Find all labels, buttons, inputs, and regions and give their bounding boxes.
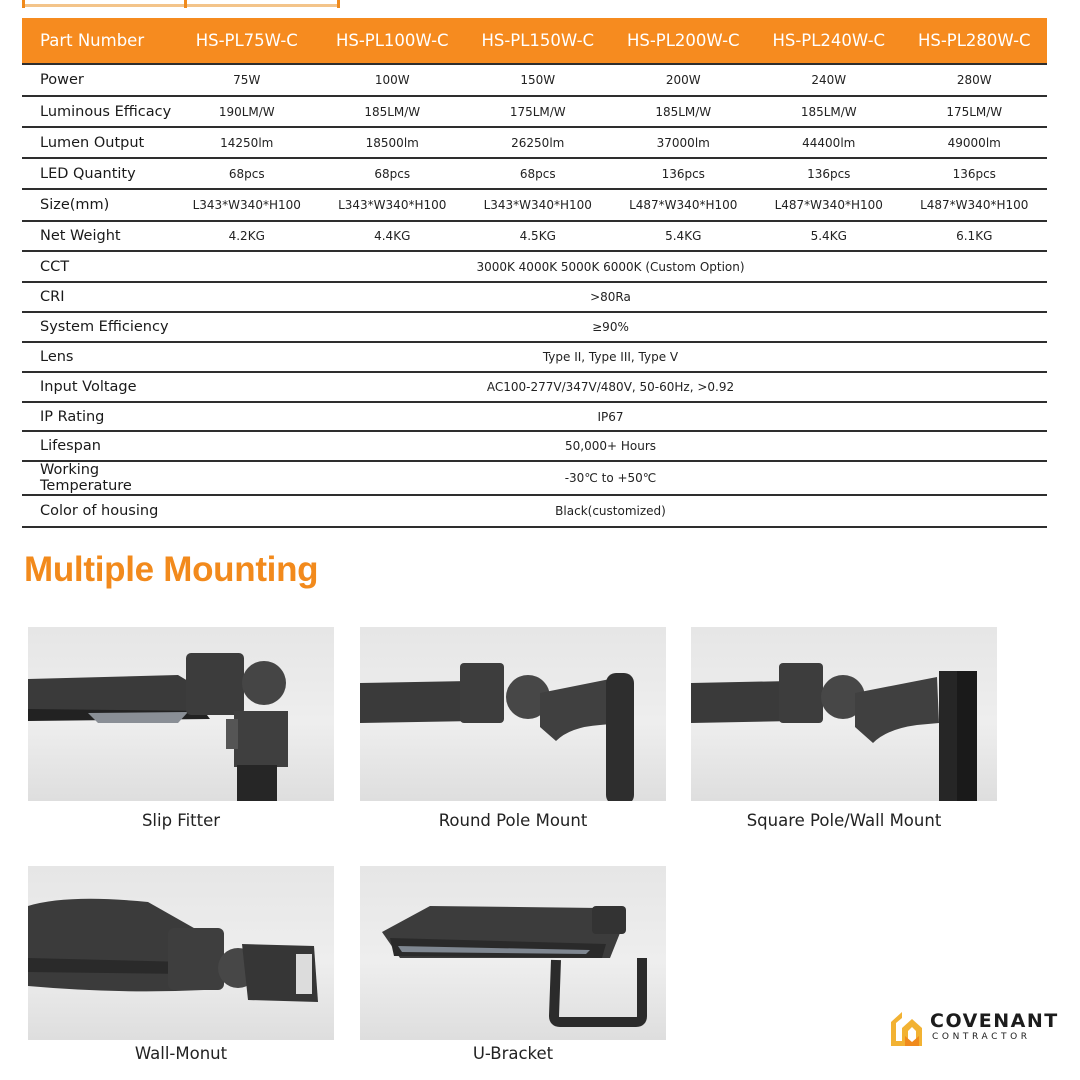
table-row (22, 342, 1047, 372)
caption-square-pole-wall-mount: Square Pole/Wall Mount (746, 811, 942, 830)
table-cell-merged: Black(customized) (174, 495, 1047, 527)
table-cell: L343*W340*H100 (465, 189, 611, 221)
table-cell: 37000lm (611, 127, 757, 158)
table-cell: 136pcs (902, 158, 1048, 189)
table-cell: 14250lm (174, 127, 320, 158)
table-row (22, 158, 1047, 189)
table-cell-merged: -30℃ to +50℃ (174, 461, 1047, 495)
row-label: Working Temperature (22, 461, 174, 495)
table-cell: 100W (320, 64, 466, 96)
section-title: Multiple Mounting (24, 550, 319, 589)
table-cell-merged: >80Ra (174, 282, 1047, 312)
table-cell-merged: Type II, Type III, Type V (174, 342, 1047, 372)
table-cell: 49000lm (902, 127, 1048, 158)
header-cell: HS-PL75W-C (174, 18, 320, 64)
table-row (22, 189, 1047, 221)
table-cell: 175LM/W (902, 96, 1048, 127)
table-cell: L487*W340*H100 (611, 189, 757, 221)
row-label: Size(mm) (22, 189, 174, 221)
row-label: Power (22, 64, 174, 96)
row-label: Luminous Efficacy (22, 96, 174, 127)
company-logo (888, 1006, 1060, 1048)
table-row (22, 372, 1047, 402)
caption-wall-mount: Wall-Monut (134, 1044, 228, 1063)
spec-table (22, 18, 1047, 528)
table-cell-merged: 50,000+ Hours (174, 431, 1047, 461)
table-cell: 18500lm (320, 127, 466, 158)
header-cell: HS-PL150W-C (465, 18, 611, 64)
cropped-title-underline (22, 0, 340, 12)
table-cell: 136pcs (756, 158, 902, 189)
header-cell: HS-PL200W-C (611, 18, 757, 64)
table-cell: L487*W340*H100 (756, 189, 902, 221)
table-cell: 136pcs (611, 158, 757, 189)
table-row (22, 431, 1047, 461)
table-cell: L487*W340*H100 (902, 189, 1048, 221)
table-cell: 4.2KG (174, 221, 320, 251)
row-label: Lumen Output (22, 127, 174, 158)
table-cell: L343*W340*H100 (320, 189, 466, 221)
table-cell: 190LM/W (174, 96, 320, 127)
table-cell: L343*W340*H100 (174, 189, 320, 221)
table-row (22, 402, 1047, 431)
table-cell: 6.1KG (902, 221, 1048, 251)
header-cell: HS-PL240W-C (756, 18, 902, 64)
row-label: Lifespan (22, 431, 174, 461)
table-cell: 280W (902, 64, 1048, 96)
table-row (22, 312, 1047, 342)
table-cell: 175LM/W (465, 96, 611, 127)
slip-fitter-photo (28, 627, 334, 801)
u-bracket-photo (360, 866, 666, 1040)
round-pole-mount-photo (360, 627, 666, 801)
table-cell-merged: AC100-277V/347V/480V, 50-60Hz, >0.92 (174, 372, 1047, 402)
wall-mount-photo (28, 866, 334, 1040)
table-cell: 185LM/W (611, 96, 757, 127)
table-cell: 150W (465, 64, 611, 96)
table-row (22, 251, 1047, 282)
table-cell: 26250lm (465, 127, 611, 158)
table-row (22, 64, 1047, 96)
caption-slip-fitter: Slip Fitter (141, 811, 221, 830)
table-cell: 68pcs (465, 158, 611, 189)
spec-header-row (22, 18, 1047, 64)
table-cell: 75W (174, 64, 320, 96)
table-cell: 68pcs (174, 158, 320, 189)
table-cell-merged: 3000K 4000K 5000K 6000K (Custom Option) (174, 251, 1047, 282)
row-label: IP Rating (22, 402, 174, 431)
table-cell: 5.4KG (756, 221, 902, 251)
table-cell: 4.4KG (320, 221, 466, 251)
row-label: Lens (22, 342, 174, 372)
table-cell: 185LM/W (756, 96, 902, 127)
house-c-logo-icon (888, 1006, 926, 1048)
caption-u-bracket: U-Bracket (472, 1044, 554, 1063)
table-cell: 44400lm (756, 127, 902, 158)
square-pole-wall-mount-photo (691, 627, 997, 801)
table-row (22, 495, 1047, 527)
table-cell-merged: ≥90% (174, 312, 1047, 342)
row-label: LED Quantity (22, 158, 174, 189)
caption-round-pole-mount: Round Pole Mount (438, 811, 588, 830)
table-cell: 185LM/W (320, 96, 466, 127)
table-row (22, 127, 1047, 158)
table-row (22, 96, 1047, 127)
row-label: Color of housing (22, 495, 174, 527)
table-row (22, 282, 1047, 312)
header-cell: HS-PL100W-C (320, 18, 466, 64)
table-cell: 4.5KG (465, 221, 611, 251)
row-label: CCT (22, 251, 174, 282)
logo-subtitle: CONTRACTOR (932, 1032, 1031, 1042)
table-cell: 200W (611, 64, 757, 96)
table-row (22, 221, 1047, 251)
header-cell: HS-PL280W-C (902, 18, 1048, 64)
table-cell-merged: IP67 (174, 402, 1047, 431)
row-label: Net Weight (22, 221, 174, 251)
row-label: CRI (22, 282, 174, 312)
table-cell: 5.4KG (611, 221, 757, 251)
logo-name: COVENANT (930, 1010, 1059, 1032)
table-row (22, 461, 1047, 495)
row-label: System Efficiency (22, 312, 174, 342)
table-cell: 68pcs (320, 158, 466, 189)
row-label: Input Voltage (22, 372, 174, 402)
header-cell: Part Number (22, 18, 174, 64)
table-cell: 240W (756, 64, 902, 96)
